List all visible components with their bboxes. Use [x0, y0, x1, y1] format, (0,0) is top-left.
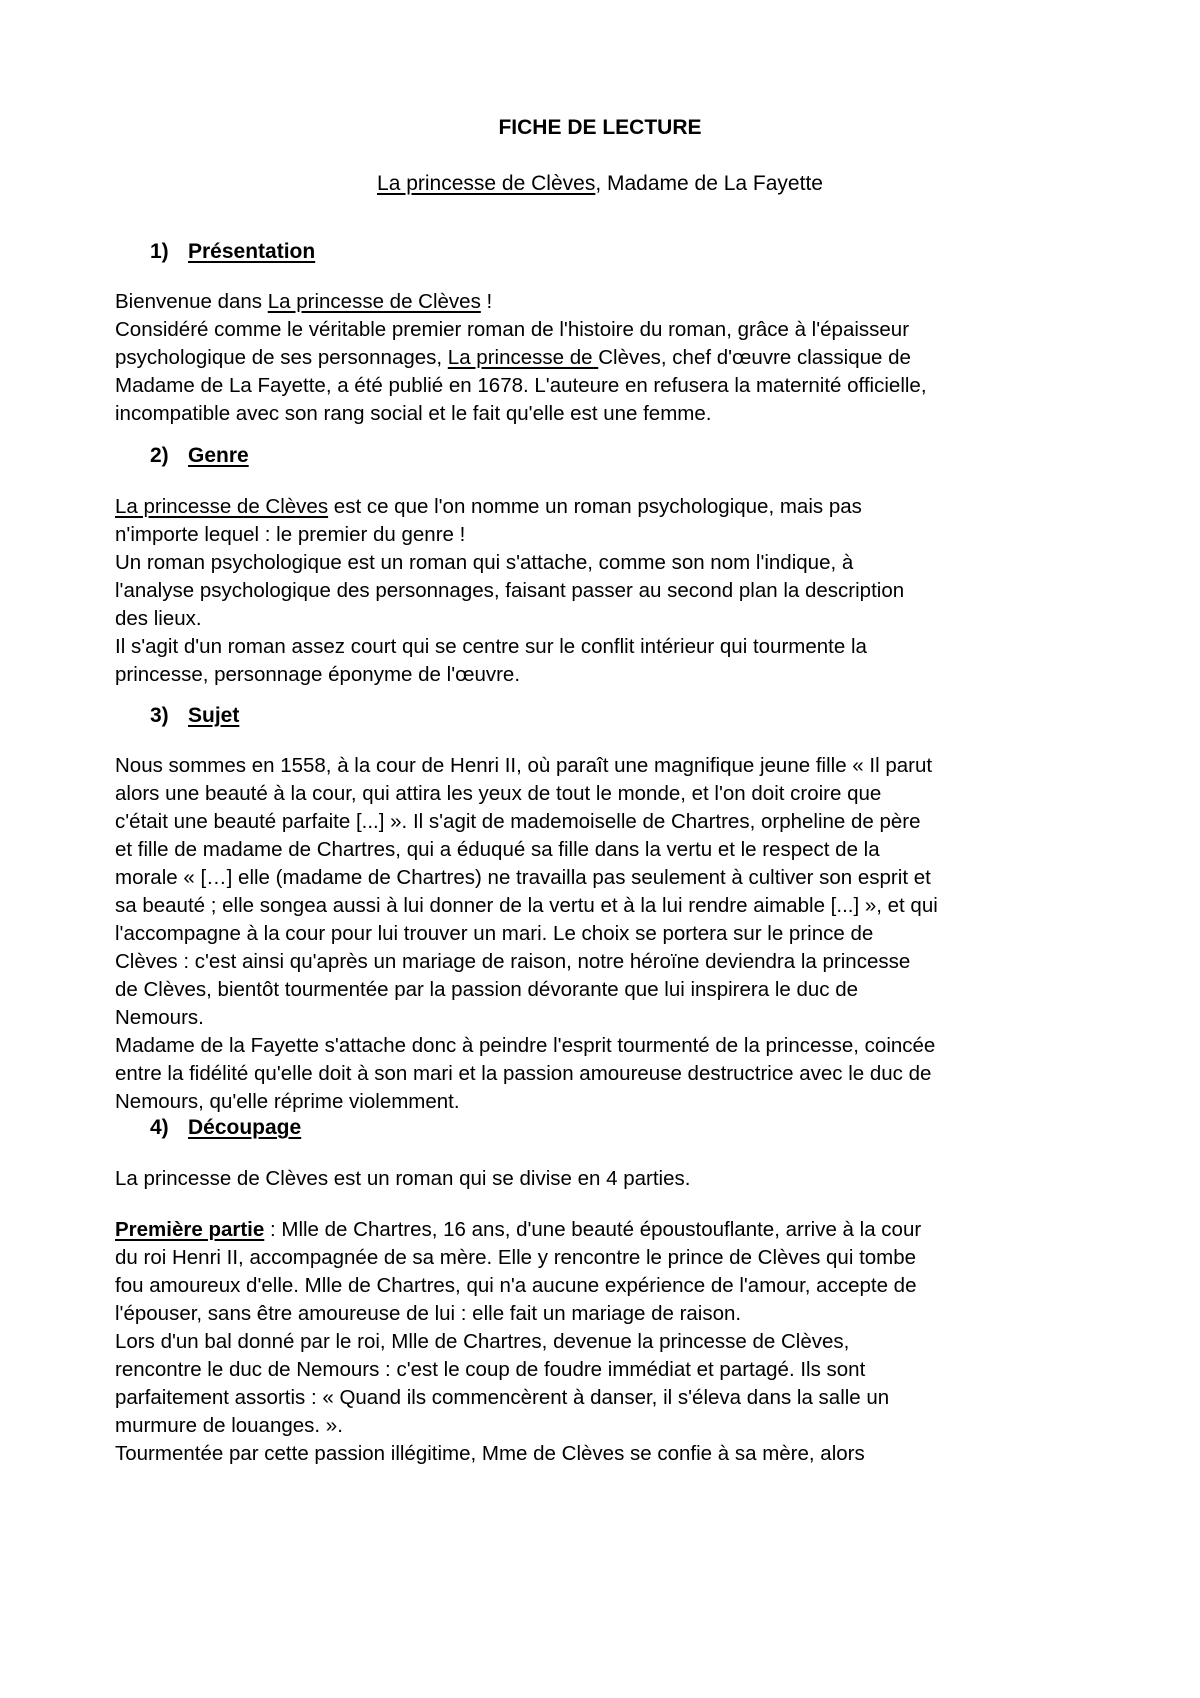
- section-number: 2): [150, 444, 169, 467]
- presentation-paragraph: [115, 288, 1115, 428]
- section-label: Sujet: [188, 704, 240, 727]
- text-line: alors une beauté à la cour, qui attira les yeux de tout le monde, et l'on doit croire que: [115, 782, 882, 805]
- premiere-partie-paragraph: [115, 1216, 1115, 1468]
- section-heading-presentation: [150, 238, 315, 266]
- text-line: l'analyse psychologique des personnages, faisant passer au second plan la description: [115, 579, 905, 602]
- text-run: est ce que l'on nomme un roman psychologique, mais pas: [328, 495, 862, 518]
- text-line: Nemours, qu'elle réprime violemment.: [115, 1090, 460, 1113]
- text-run: !: [480, 290, 493, 313]
- text-line: parfaitement assortis : « Quand ils commencèrent à danser, il s'éleva dans la salle un: [115, 1386, 890, 1409]
- text-line: Clèves : c'est ainsi qu'après un mariage de raison, notre héroïne deviendra la princesse: [115, 950, 911, 973]
- text-line: fou amoureux d'elle. Mlle de Chartres, qui n'a aucune expérience de l'amour, accepte de: [115, 1274, 917, 1297]
- text-line: rencontre le duc de Nemours : c'est le coup de foudre immédiat et partagé. Ils sont: [115, 1358, 866, 1381]
- text-line: Lors d'un bal donné par le roi, Mlle de Chartres, devenue la princesse de Clèves,: [115, 1330, 850, 1353]
- part-label: Première partie: [115, 1218, 265, 1241]
- subtitle-author: , Madame de La Fayette: [595, 172, 823, 195]
- text-line: de Clèves, bientôt tourmentée par la passion dévorante que lui inspirera le duc de: [115, 978, 859, 1001]
- text-line: [115, 344, 1115, 372]
- section-heading-decoupage: [150, 1114, 301, 1142]
- text-line: Madame de la Fayette s'attache donc à peindre l'esprit tourmenté de la princesse, coincée: [115, 1034, 936, 1057]
- sujet-paragraph: [115, 752, 1115, 1116]
- document-title: FICHE DE LECTURE: [498, 116, 702, 139]
- text-line: du roi Henri II, accompagnée de sa mère. Elle y rencontre le prince de Clèves qui tombe: [115, 1246, 917, 1269]
- text-run: Bienvenue dans: [115, 290, 268, 313]
- text-run: Clèves, chef d'œuvre classique de: [598, 346, 911, 369]
- text-line: Il s'agit d'un roman assez court qui se centre sur le conflit intérieur qui tourmente la: [115, 635, 867, 658]
- text-line: incompatible avec son rang social et le fait qu'elle est une femme.: [115, 402, 712, 425]
- genre-paragraph: [115, 493, 1115, 689]
- text-line: [115, 288, 1115, 316]
- text-line: l'accompagne à la cour pour lui trouver un mari. Le choix se portera sur le prince de: [115, 922, 874, 945]
- section-label: Découpage: [188, 1116, 302, 1139]
- text-line: La princesse de Clèves est un roman qui se divise en 4 parties.: [115, 1167, 691, 1190]
- book-title-ref: La princesse de Clèves: [115, 495, 329, 518]
- section-number: 4): [150, 1116, 169, 1139]
- book-title-ref: La princesse de: [447, 346, 599, 369]
- text-line: c'était une beauté parfaite [...] ». Il s'agit de mademoiselle de Chartres, orpheline de père: [115, 810, 921, 833]
- text-line: murmure de louanges. ».: [115, 1414, 343, 1437]
- text-line: entre la fidélité qu'elle doit à son mari et la passion amoureuse destructrice avec le duc de: [115, 1062, 932, 1085]
- text-run: : Mlle de Chartres, 16 ans, d'une beauté époustouflante, arrive à la cour: [264, 1218, 922, 1241]
- text-line: n'importe lequel : le premier du genre !: [115, 523, 466, 546]
- text-line: [115, 493, 1115, 521]
- text-line: [115, 1216, 1115, 1244]
- section-heading-genre: [150, 442, 249, 470]
- text-line: Madame de La Fayette, a été publié en 1678. L'auteure en refusera la maternité officielle,: [115, 374, 927, 397]
- section-label: Présentation: [188, 240, 316, 263]
- text-line: Nous sommes en 1558, à la cour de Henri II, où paraît une magnifique jeune fille « Il parut: [115, 754, 933, 777]
- section-heading-sujet: [150, 702, 239, 730]
- section-number: 3): [150, 704, 169, 727]
- text-line: Considéré comme le véritable premier roman de l'histoire du roman, grâce à l'épaisseur: [115, 318, 910, 341]
- text-line: Un roman psychologique est un roman qui s'attache, comme son nom l'indique, à: [115, 551, 854, 574]
- text-run: psychologique de ses personnages,: [115, 346, 448, 369]
- subtitle-book-title: La princesse de Clèves: [377, 172, 596, 195]
- text-line: l'épouser, sans être amoureuse de lui : elle fait un mariage de raison.: [115, 1302, 742, 1325]
- decoupage-intro: [115, 1165, 1115, 1193]
- document-subtitle: [0, 170, 1200, 198]
- book-title-ref: La princesse de Clèves: [267, 290, 481, 313]
- text-line: des lieux.: [115, 607, 202, 630]
- text-line: sa beauté ; elle songea aussi à lui donner de la vertu et à la lui rendre aimable [...] », et qui: [115, 894, 938, 917]
- text-line: Tourmentée par cette passion illégitime, Mme de Clèves se confie à sa mère, alors: [115, 1442, 865, 1465]
- text-line: Nemours.: [115, 1006, 204, 1029]
- section-number: 1): [150, 240, 169, 263]
- text-line: morale « […] elle (madame de Chartres) ne travailla pas seulement à cultiver son esprit et: [115, 866, 931, 889]
- section-label: Genre: [188, 444, 249, 467]
- text-line: et fille de madame de Chartres, qui a éduqué sa fille dans la vertu et le respect de la: [115, 838, 880, 861]
- text-line: princesse, personnage éponyme de l'œuvre.: [115, 663, 521, 686]
